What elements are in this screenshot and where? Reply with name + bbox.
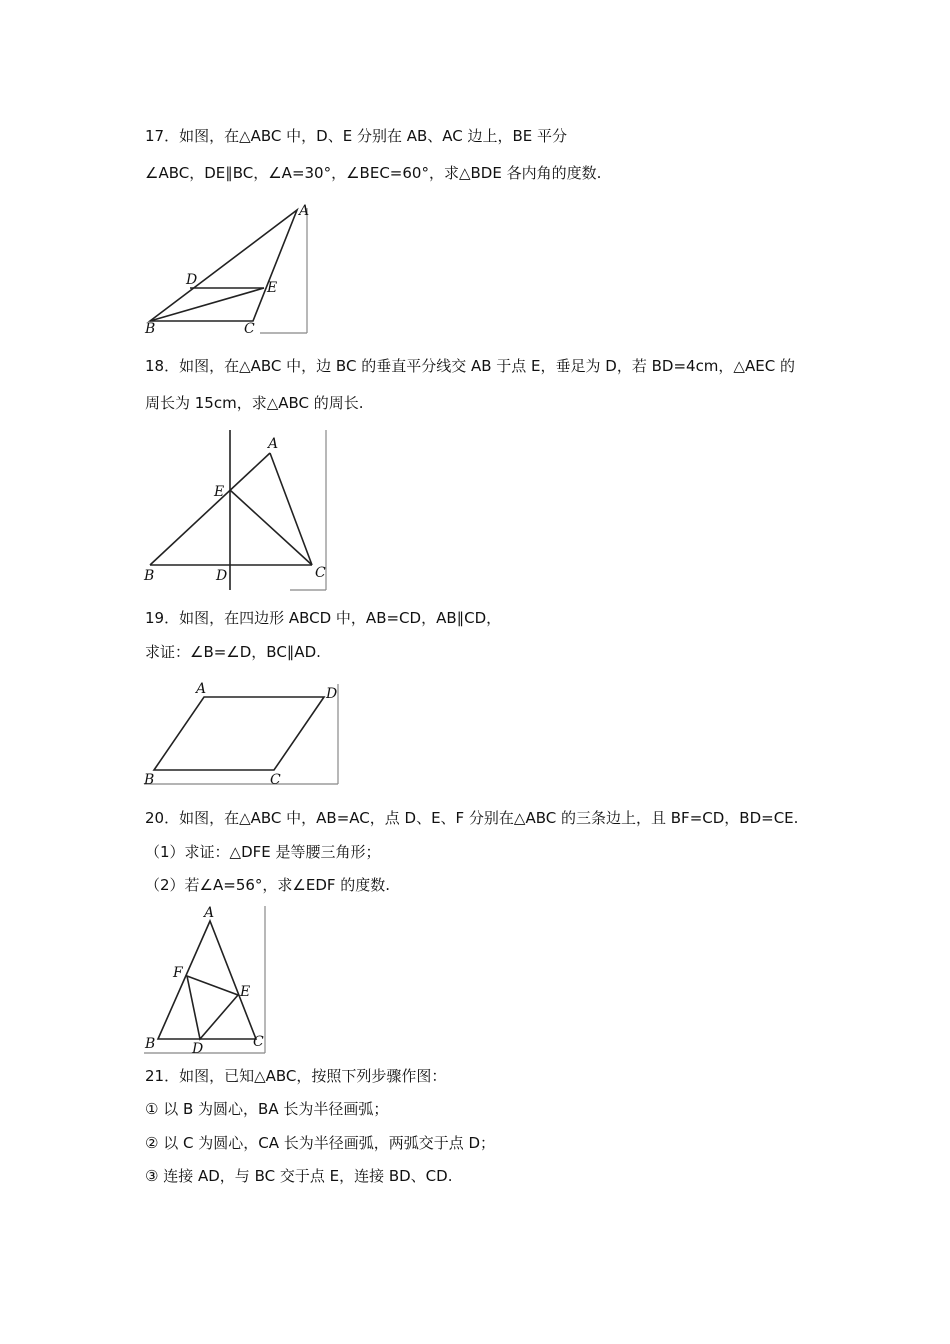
label-C: C [253,1034,264,1050]
problem-20-line-1: 20．如图，在△ABC 中，AB=AC，点 D、E、F 分别在△ABC 的三条边上，且 BF=CD，BD=CE. [145,809,799,827]
label-D: D [186,272,198,288]
problem-19-line-1: 19．如图，在四边形 ABCD 中，AB=CD，AB∥CD， [145,609,502,627]
problem-17-line-2: ∠ABC，DE∥BC，∠A=30°，∠BEC=60°，求△BDE 各内角的度数. [145,164,602,182]
problem-20-line-3: （2）若∠A=56°，求∠EDF 的度数. [145,876,391,894]
problem-18-line-2: 周长为 15cm，求△ABC 的周长. [145,394,364,412]
figure-20 [140,903,270,1058]
label-F: F [173,965,183,981]
problem-21-line-4: ③ 连接 AD，与 BC 交于点 E，连接 BD、CD. [145,1167,453,1185]
label-D: D [192,1041,204,1057]
figure-18 [140,428,330,593]
problem-20-line-2: （1）求证：△DFE 是等腰三角形； [145,843,381,861]
label-C: C [244,321,255,337]
label-A: A [196,681,207,697]
label-A: A [299,203,310,219]
problem-21-line-3: ② 以 C 为圆心，CA 长为半径画弧，两弧交于点 D； [145,1134,496,1152]
problem-21-line-1: 21．如图，已知△ABC，按照下列步骤作图： [145,1067,447,1085]
problem-19-line-2: 求证：∠B=∠D，BC∥AD. [145,643,321,661]
problem-17-line-1: 17．如图，在△ABC 中，D、E 分别在 AB、AC 边上，BE 平分 [145,127,568,145]
problem-21-line-2: ① 以 B 为圆心，BA 长为半径画弧； [145,1100,389,1118]
label-B: B [144,568,155,584]
label-C: C [270,772,281,788]
label-B: B [144,772,155,788]
label-B: B [145,1036,156,1052]
label-E: E [214,484,225,500]
label-B: B [145,321,156,337]
label-A: A [204,905,215,921]
figure-17 [140,200,315,340]
label-A: A [268,436,279,452]
label-E: E [267,280,278,296]
label-D: D [216,568,228,584]
label-C: C [315,565,326,581]
label-D: D [326,686,338,702]
figure-19 [140,680,342,788]
label-E: E [240,984,251,1000]
problem-18-line-1: 18．如图，在△ABC 中，边 BC 的垂直平分线交 AB 于点 E，垂足为 D，若 BD=4cm，△AEC 的 [145,357,795,375]
